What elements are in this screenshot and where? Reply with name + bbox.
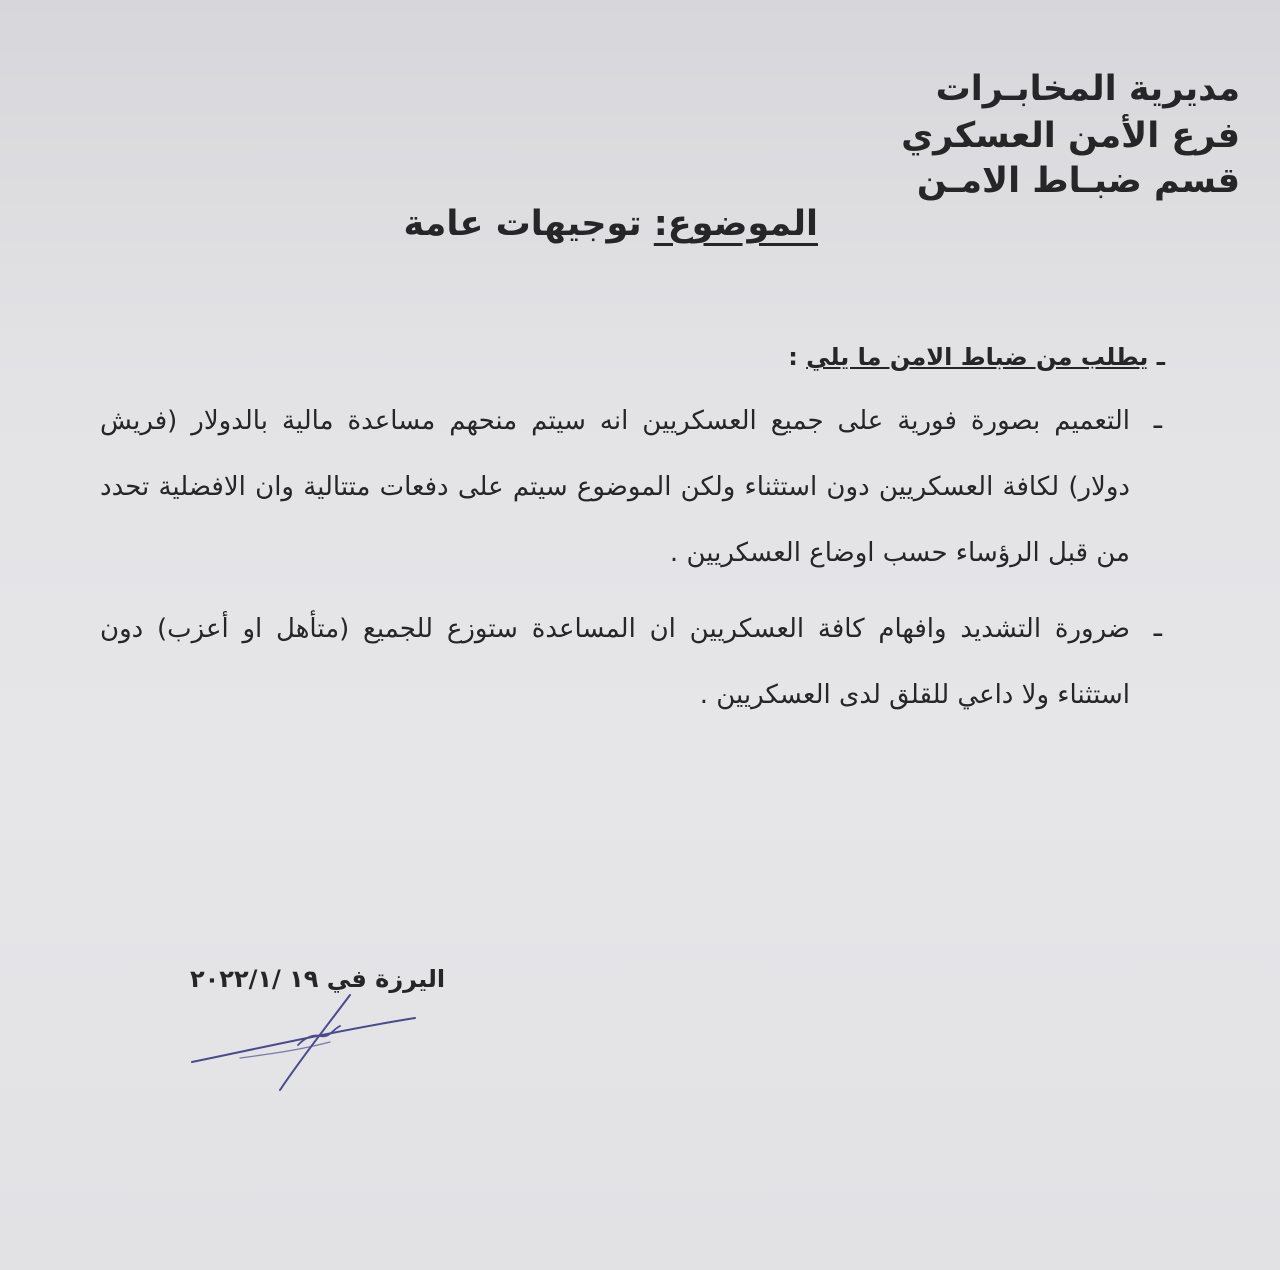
header-section: قسم ضبـاط الامـن	[916, 161, 1240, 201]
date-value: ١٩ /٢٠٢٢/١	[190, 965, 319, 993]
subject-line	[403, 204, 818, 244]
directive-item-2: ضرورة التشديد وافهام كافة العسكريين ان المساعدة ستوزع للجميع (متأهل او أعزب) دون استثناء ولا داعي للقلق لدى العسكريين .	[100, 614, 1130, 710]
signature-image	[180, 990, 440, 1100]
item-dash: ـ	[1153, 402, 1162, 435]
place-date	[190, 965, 445, 993]
signature-stroke	[298, 1026, 340, 1045]
intro-line	[788, 343, 1165, 371]
intro-dash: ـ	[1156, 343, 1165, 371]
header-branch: فرع الأمن العسكري	[901, 116, 1240, 156]
signature-stroke	[280, 995, 350, 1090]
place-label: اليرزة في	[326, 965, 446, 993]
subject-label: الموضوع:	[653, 204, 818, 244]
header-directorate: مديرية المخابـرات	[935, 69, 1240, 109]
directive-item-1: التعميم بصورة فورية على جميع العسكريين انه سيتم منحهم مساعدة مالية بالدولار (فريش دولار) لكافة العسكريين دون استثناء ولكن الموضوع سيتم على دفعات متتالية وان الافضلية تحدد من قبل الرؤساء حسب اوضاع العسكريين .	[100, 406, 1130, 568]
intro-colon: :	[788, 343, 798, 371]
item-dash: ـ	[1153, 610, 1162, 643]
subject-text: توجيهات عامة	[403, 204, 642, 244]
intro-text: يطلب من ضباط الامن ما يلي	[806, 343, 1149, 371]
